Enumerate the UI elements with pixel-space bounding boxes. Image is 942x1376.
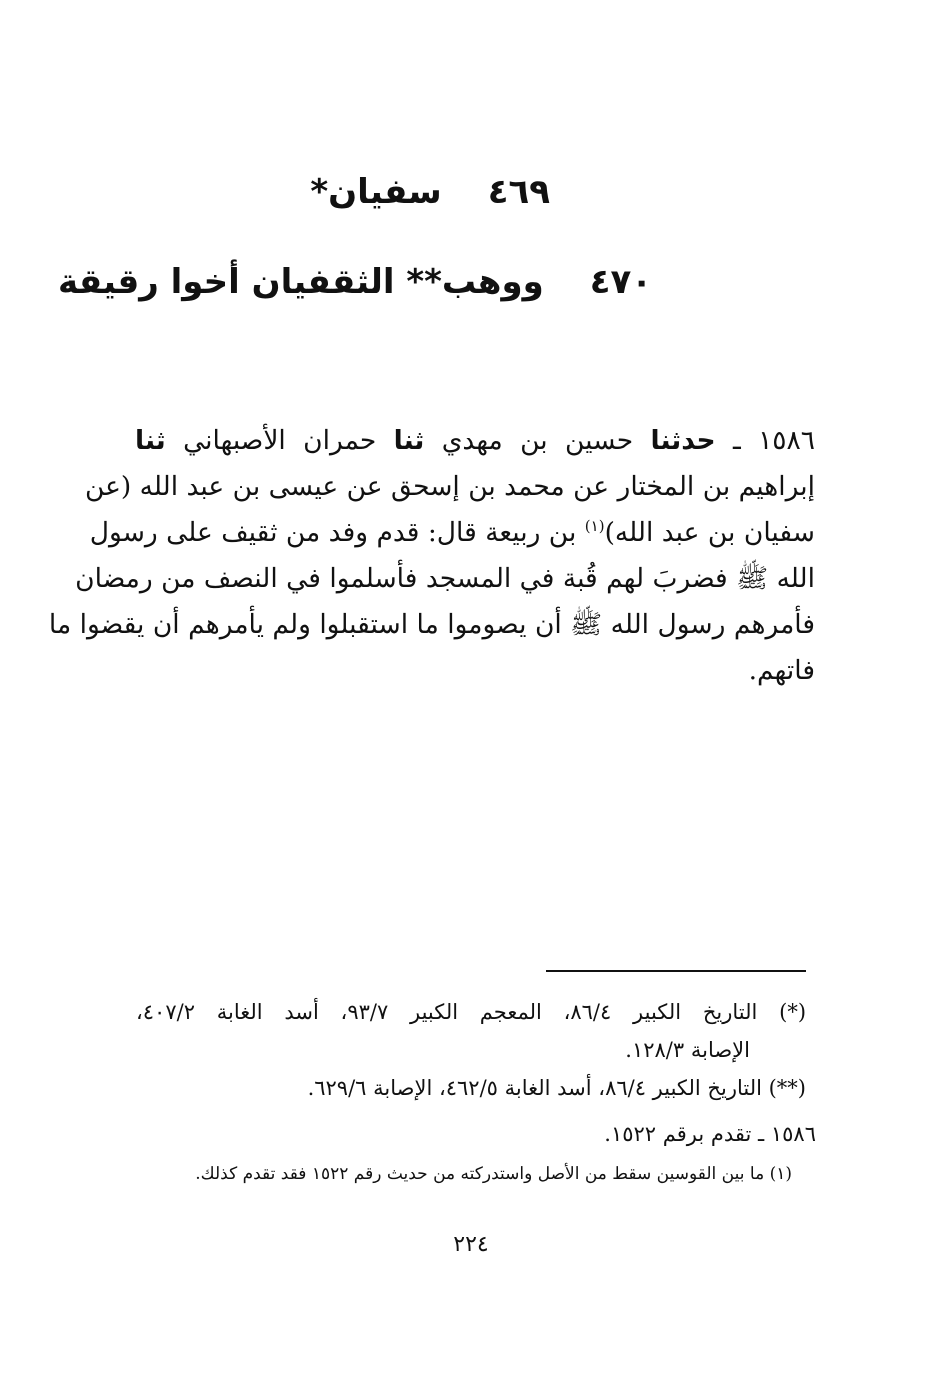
hadith-line-4: الله ﷺ فضربَ لهم قُبة في المسجد فأسلموا في النصف من رمضان [75,563,815,594]
chapter-heading-469 [310,172,550,212]
hadith-line-3 [89,510,815,556]
narrator-text: حسين بن مهدي [441,425,634,456]
narration-term: ثنا [393,425,425,456]
hadith-number: ١٥٨٦ ـ [732,425,816,456]
hadith-line-6: فاتهم. [748,655,815,686]
footnote-1-continuation: الإصابة ١٢٨/٣. [625,1038,750,1062]
page-number: ٢٢٤ [453,1232,489,1257]
footnote-1: (*) التاريخ الكبير ٨٦/٤، المعجم الكبير ٩٣/٧، أسد الغابة ٤٠٧/٢، [136,1000,807,1024]
hadith-text-segment: سفيان بن عبد الله) [604,517,815,548]
heading-number: ٤٧٠ [589,262,652,302]
heading-number: ٤٦٩ [487,172,550,212]
hadith-text-segment: بن ربيعة قال: قدم وفد من ثقيف على رسول [89,517,585,548]
chapter-heading-470 [58,262,652,302]
narration-term: ثنا [135,425,166,456]
footnote-separator [546,970,806,972]
heading-title: سفيان* [310,172,442,212]
hadith-text [48,418,816,694]
footnote-marker: (١) [584,517,605,536]
hadith-line-5: فأمرهم رسول الله ﷺ أن يصوموا ما استقبلوا ولم يأمرهم أن يقضوا ما [48,609,815,640]
hadith-line-2: إبراهيم بن المختار عن محمد بن إسحق عن عيسى بن عبد الله (عن [84,471,815,502]
narration-term: حدثنا [650,425,716,456]
footnote-3: ١٥٨٦ ـ تقدم برقم ١٥٢٢. [604,1122,816,1146]
heading-title: ووهب** الثقفيان أخوا رقيقة [57,262,544,302]
narrator-text: حمران الأصبهاني [183,425,377,456]
hadith-line-1 [135,418,815,464]
footnote-2: (**) التاريخ الكبير ٨٦/٤، أسد الغابة ٤٦٢/٥، الإصابة ٦٢٩/٦. [307,1076,806,1100]
footnote-4: (١) ما بين القوسين سقط من الأصل واستدركته من حديث رقم ١٥٢٢ فقد تقدم كذلك. [195,1164,792,1184]
